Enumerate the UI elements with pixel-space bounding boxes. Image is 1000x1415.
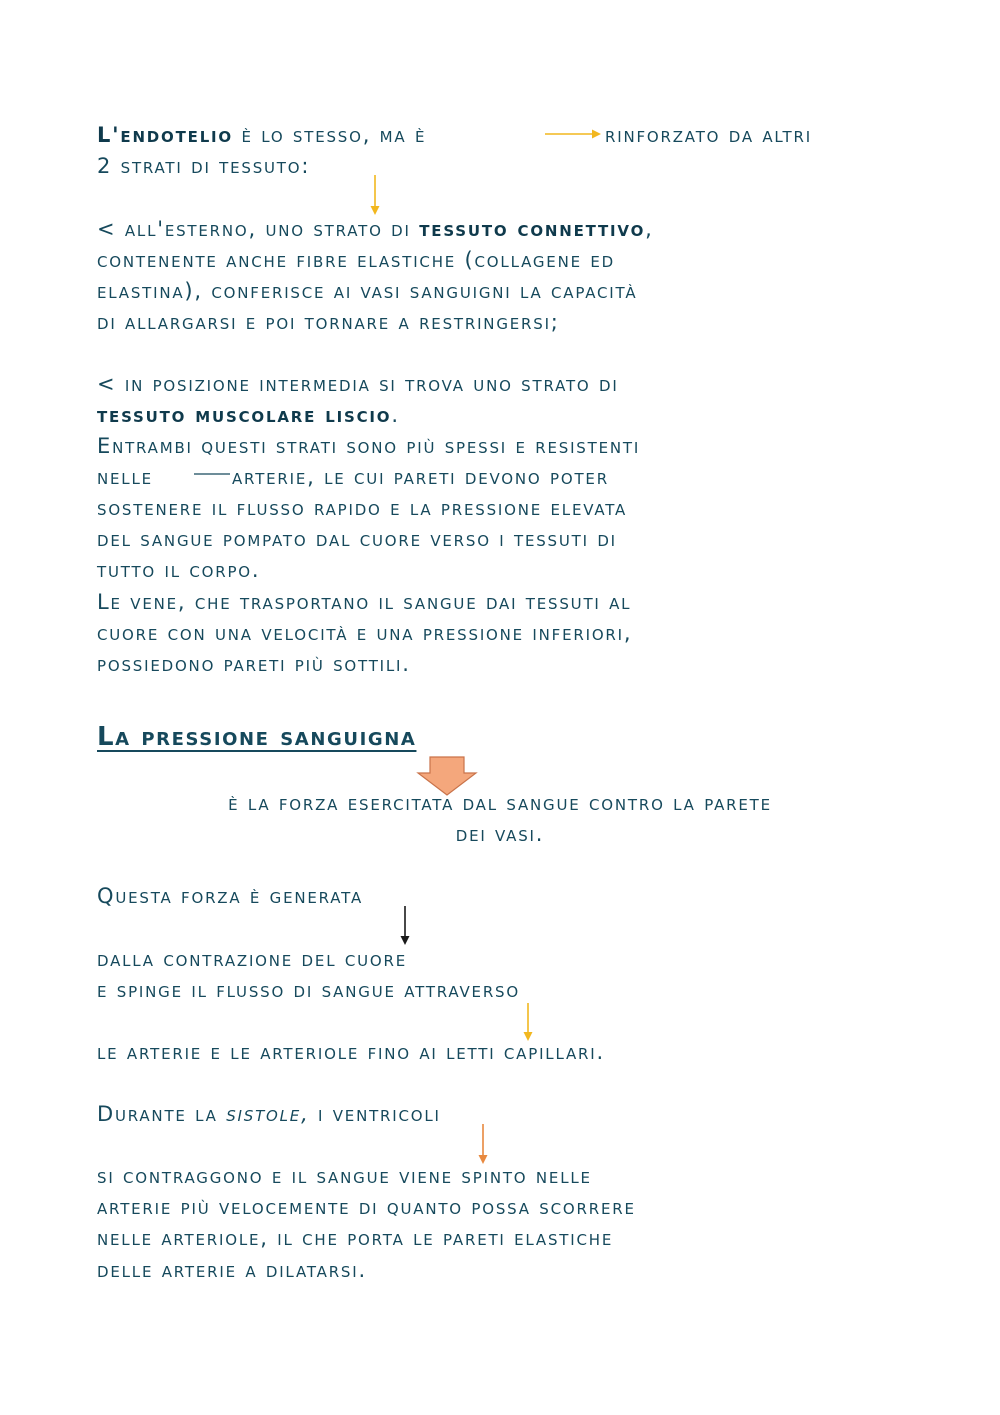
section-p1-line1 (97, 881, 363, 911)
section-p1-line3: e spinge il flusso di sangue attraverso (97, 978, 520, 1002)
paragraph3-line4-start: nelle (97, 465, 153, 489)
section-p2-line1 (97, 1099, 441, 1129)
section-p2-line5: delle arterie a dilatarsi. (97, 1258, 367, 1282)
paragraph3-line3 (97, 431, 640, 461)
paragraph3-line9: cuore con una velocità e una pressione inferiori, (97, 621, 633, 645)
paragraph1-line1-text: è lo stesso, ma è (232, 123, 427, 147)
arrow-down-icon (477, 1124, 489, 1165)
dash-line-icon (192, 472, 232, 478)
paragraph3-line10: possiedono pareti più sottili. (97, 652, 411, 676)
paragraph2-line1-end: , (645, 217, 654, 241)
paragraph3-line8-text: Le vene, che trasportano il sangue dai tessuti al (97, 590, 632, 614)
paragraph3-line3-text: Entrambi questi strati sono più spessi e resistenti (97, 434, 641, 458)
paragraph3-line5: sostenere il flusso rapido e la pressione elevata (97, 496, 628, 520)
paragraph3-line2 (97, 400, 400, 430)
arrow-down-icon (522, 1003, 534, 1041)
paragraph3-line6: del sangue pompato dal cuore verso i tessuti di (97, 527, 617, 551)
definition-line2: dei vasi. (455, 822, 545, 846)
sistole-term: sistole, (226, 1102, 310, 1126)
section-p2-line1-text: Durante la (97, 1102, 227, 1126)
section-heading: La pressione sanguigna (97, 722, 417, 752)
paragraph3-line2-end: . (391, 403, 400, 427)
arrow-down-icon (399, 906, 411, 946)
section-p1-line1-text: Questa forza è generata (97, 884, 364, 908)
paragraph3-line8 (97, 587, 631, 617)
paragraph2-line1 (97, 214, 654, 244)
section-p1-line4: le arterie e le arteriole fino ai letti capillari. (97, 1040, 605, 1064)
paragraph1-line2: 2 strati di tessuto: (97, 154, 311, 178)
paragraph3-line7: tutto il corpo. (97, 558, 261, 582)
paragraph1-line1-end: rinforzato da altri (605, 123, 812, 147)
paragraph2-line1-text: < all'esterno, uno strato di (97, 217, 420, 241)
section-p2-line4: nelle arteriole, il che porta le pareti elastiche (97, 1226, 614, 1250)
definition-line1: è la forza esercitata dal sangue contro la parete (228, 791, 772, 815)
section-p2-line1-end: i ventricoli (309, 1102, 441, 1126)
arrow-down-icon (369, 175, 381, 215)
paragraph3-line4-end: arterie, le cui pareti devono poter (232, 465, 609, 489)
paragraph3-line1: < in posizione intermedia si trova uno strato di (97, 372, 619, 396)
paragraph2-line4: di allargarsi e poi tornare a restringersi; (97, 310, 560, 334)
tessuto-muscolare-term: tessuto muscolare liscio (97, 403, 392, 427)
section-p1-line2: dalla contrazione del cuore (97, 947, 407, 971)
endotelio-term: L'endotelio (97, 123, 233, 147)
paragraph1-line1 (97, 120, 426, 150)
paragraph2-line3: elastina), conferisce ai vasi sanguigni la capacità (97, 279, 638, 303)
section-p2-line2: si contraggono e il sangue viene spinto nelle (97, 1164, 592, 1188)
tessuto-connettivo-term: tessuto connettivo (419, 217, 646, 241)
arrow-right-icon (545, 128, 601, 140)
paragraph2-line2: contenente anche fibre elastiche (collagene ed (97, 248, 615, 272)
section-p2-line3: arterie più velocemente di quanto possa scorrere (97, 1195, 636, 1219)
